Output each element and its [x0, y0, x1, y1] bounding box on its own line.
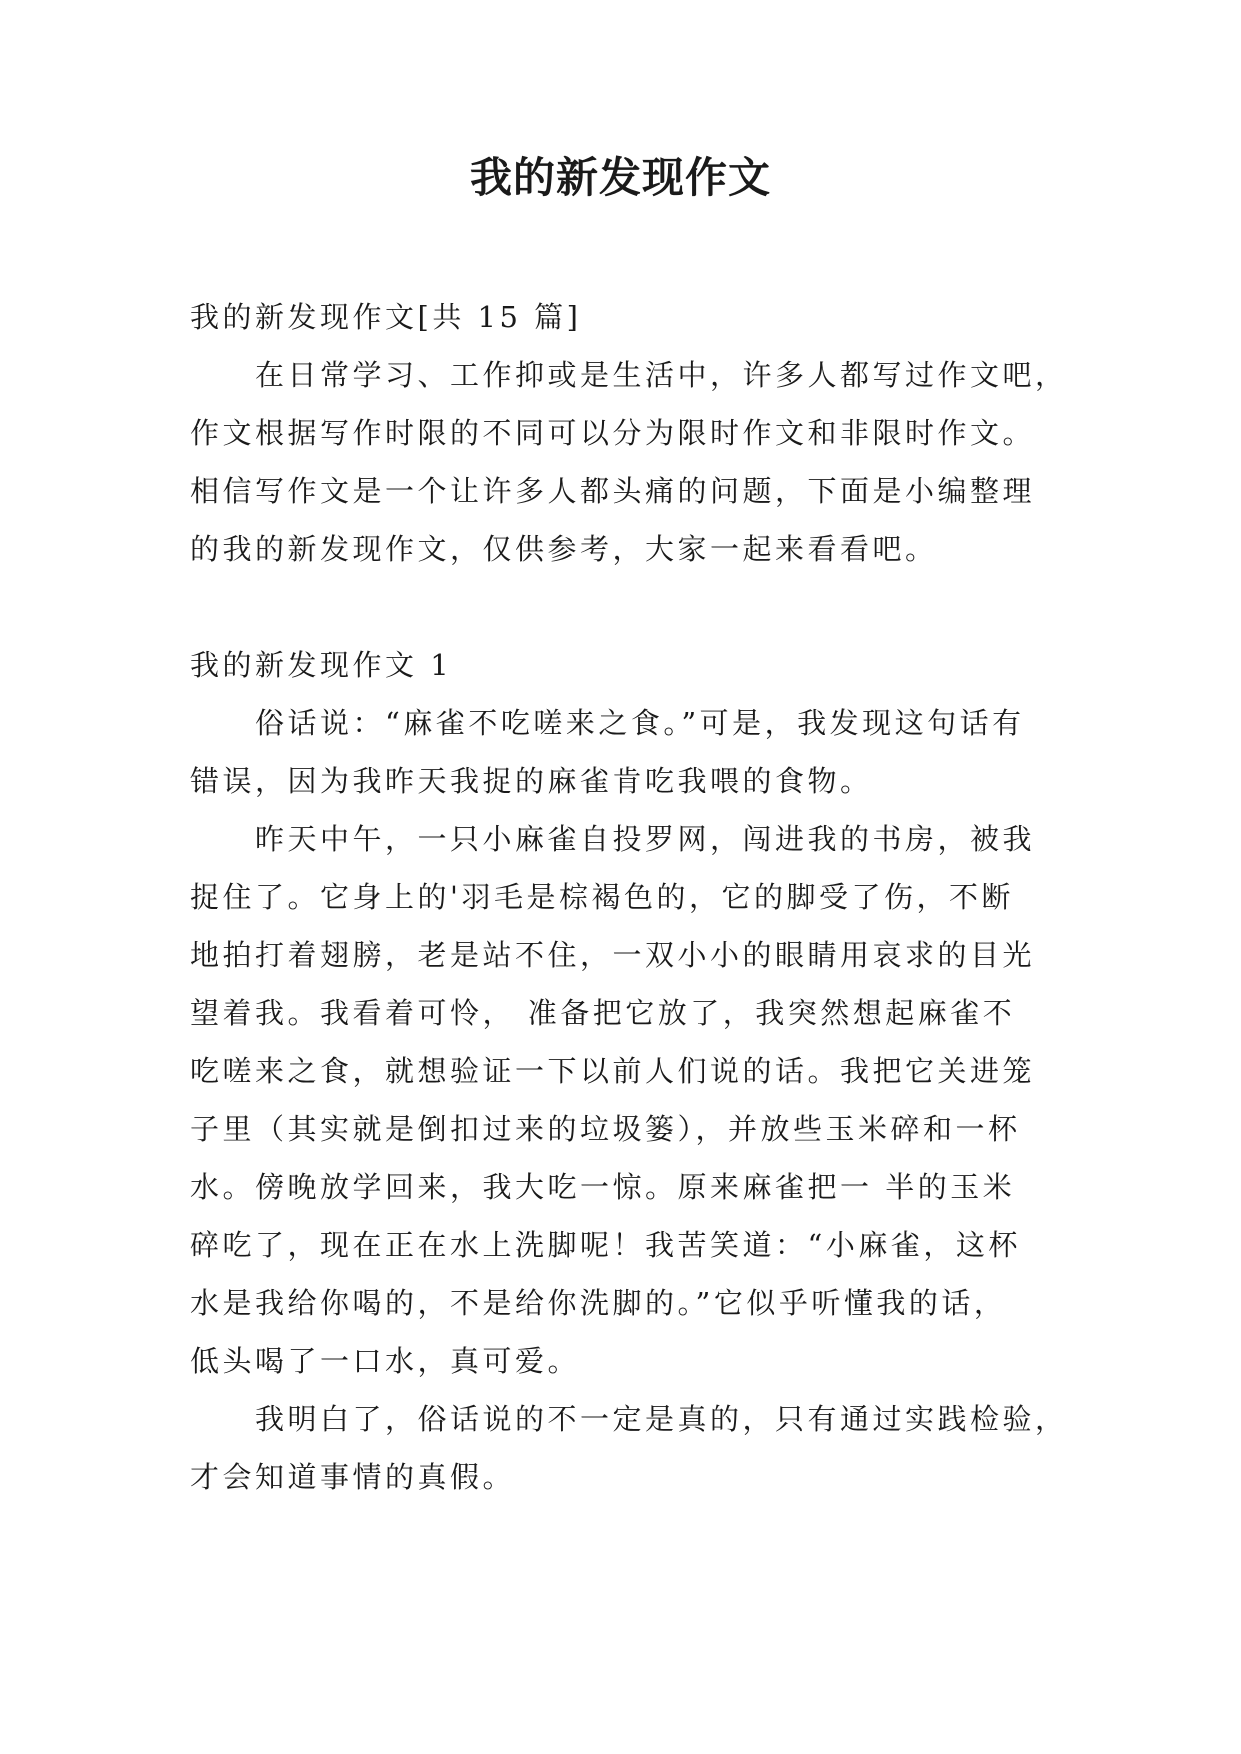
essay-1-line: 水。傍晚放学回来，我大吃一惊。原来麻雀把一 半的玉米 [190, 1170, 1016, 1204]
essay-1-line: 水是我给你喝的，不是给你洗脚的。”它似乎听懂我的话， [190, 1286, 1007, 1320]
intro-line: 在日常学习、工作抑或是生活中，许多人都写过作文吧， [190, 358, 1068, 392]
essay-1-line: 望着我。我看着可怜， 准备把它放了，我突然想起麻雀不 [190, 996, 1016, 1030]
essay-1-line: 子里（其实就是倒扣过来的垃圾篓），并放些玉米碎和一杯 [190, 1112, 1021, 1146]
essay-1-line: 低头喝了一口水，真可爱。 [190, 1344, 581, 1378]
essay-1-line: 吃嗟来之食，就想验证一下以前人们说的话。我把它关进笼 [190, 1054, 1036, 1088]
section-spacer [190, 578, 1050, 636]
essay-1-heading: 我的新发现作文 1 [190, 648, 453, 682]
document-title: 我的新发现作文 [469, 153, 771, 202]
essay-1-line: 捉住了。它身上的'羽毛是棕褐色的，它的脚受了伤，不断 [190, 880, 1014, 914]
intro-line: 相信写作文是一个让许多人都头痛的问题，下面是小编整理 [190, 474, 1036, 508]
essay-1-line: 俗话说：“麻雀不吃嗟来之食。”可是，我发现这句话有 [190, 706, 1025, 740]
essay-1-line: 我明白了，俗话说的不一定是真的，只有通过实践检验， [190, 1402, 1068, 1436]
intro-heading: 我的新发现作文[共 15 篇] [190, 300, 582, 334]
essay-1-line: 碎吃了，现在正在水上洗脚呢！我苦笑道：“小麻雀，这杯 [190, 1228, 1021, 1262]
essay-1-line: 地拍打着翅膀，老是站不住，一双小小的眼睛用哀求的目光 [190, 938, 1036, 972]
intro-line: 作文根据写作时限的不同可以分为限时作文和非限时作文。 [190, 416, 1036, 450]
intro-line: 的我的新发现作文，仅供参考，大家一起来看看吧。 [190, 532, 938, 566]
essay-1-line: 昨天中午，一只小麻雀自投罗网，闯进我的书房，被我 [190, 822, 1036, 856]
document-body [190, 288, 1068, 1506]
essay-1-line: 才会知道事情的真假。 [190, 1460, 516, 1494]
essay-1-line: 错误，因为我昨天我捉的麻雀肯吃我喂的食物。 [190, 764, 873, 798]
